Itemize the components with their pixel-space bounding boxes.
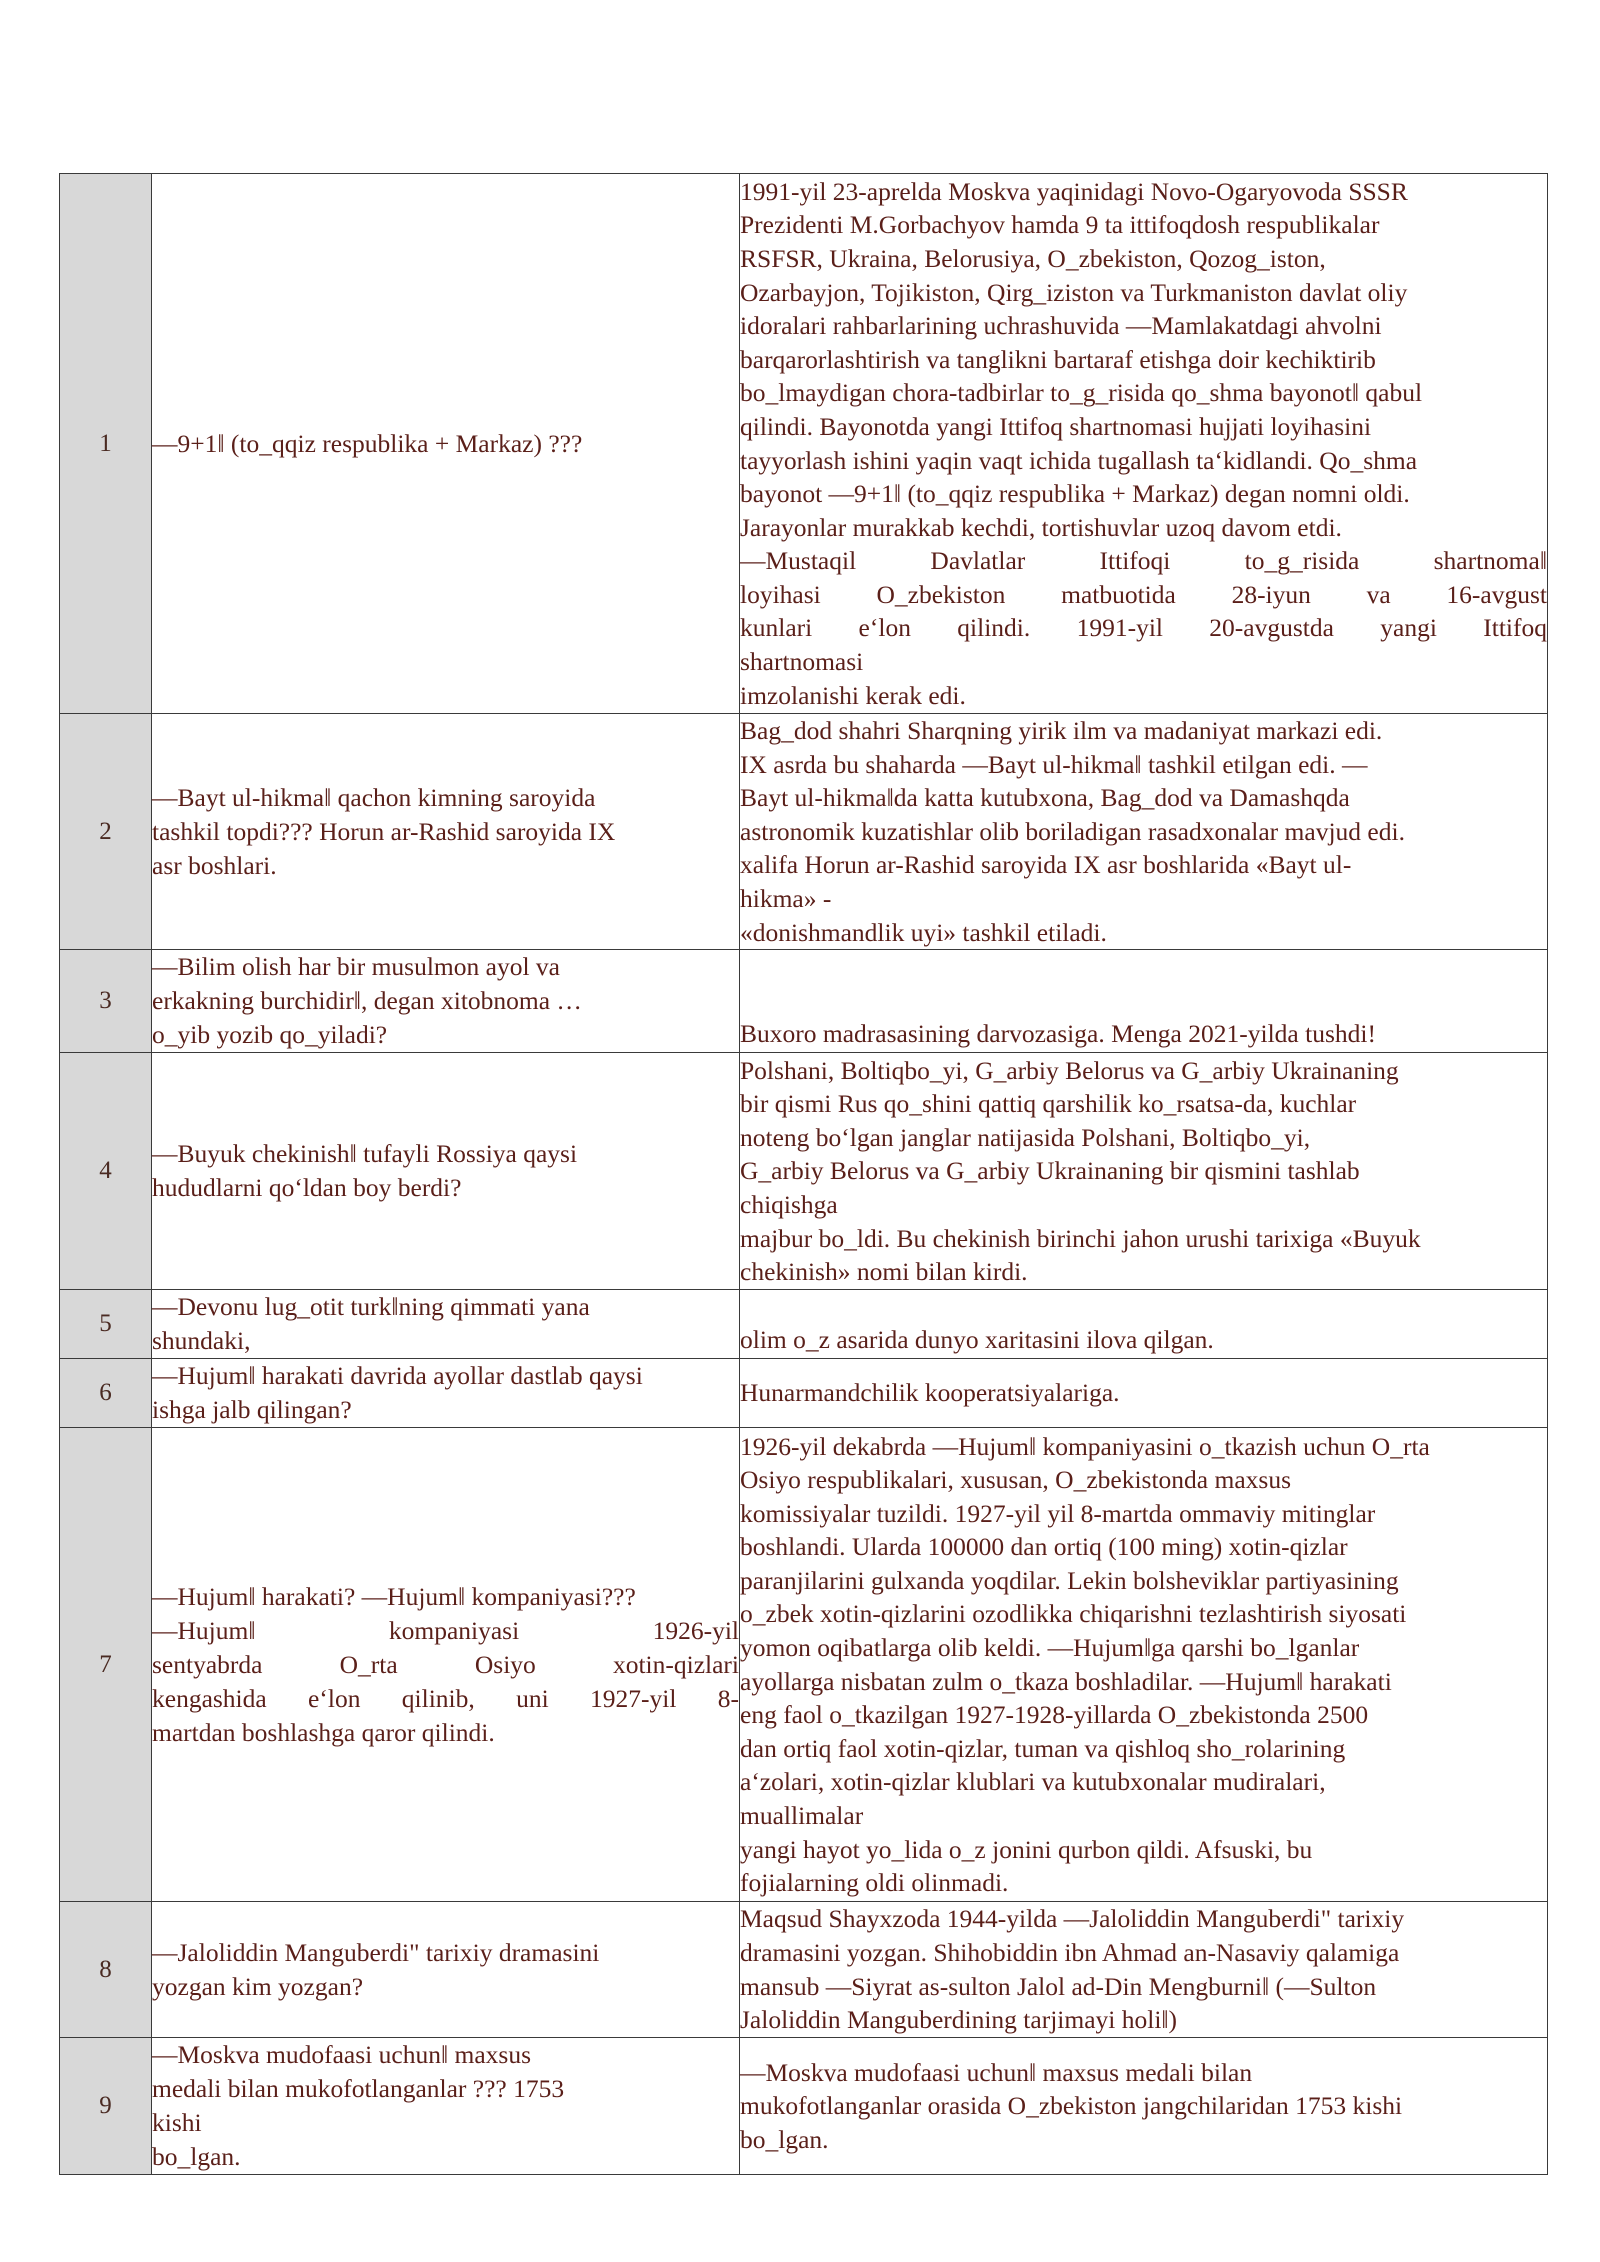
answer-line: Buxoro madrasasining darvozasiga. Menga 2021-yilda tushdi! — [740, 1018, 1376, 1048]
table-row — [60, 174, 1548, 714]
answer-line: Osiyo respublikalari, xususan, O_zbekistonda maxsus — [740, 1465, 1292, 1495]
question-line: hududlarni qo‘ldan boy berdi? — [152, 1173, 462, 1203]
answer-line: bo_lgan. — [740, 2124, 829, 2154]
answer-line: noteng bo‘lgan janglar natijasida Polshani, Boltiqbo_yi, — [740, 1122, 1311, 1152]
question-cell — [152, 1053, 740, 1290]
question-cell — [152, 1290, 740, 1359]
question-cell — [152, 950, 740, 1053]
question-line: ―Jaloliddin Manguberdi" tarixiy dramasini — [152, 1937, 600, 1967]
answer-line: paranjilarini gulxanda yoqdilar. Lekin bolsheviklar partiyasining — [740, 1565, 1399, 1595]
question-line: sentyabrda O_rta Osiyo xotin-qizlari — [152, 1649, 739, 1679]
question-line: kishi — [152, 2108, 202, 2138]
answer-line: Prezidenti M.Gorbachyov hamda 9 ta ittifoqdosh respublikalar — [740, 210, 1380, 240]
answer-line: eng faol o_tkazilgan 1927-1928-yillarda O_zbekistonda 2500 — [740, 1700, 1369, 1730]
answer-line: ―Moskva mudofaasi uchun‖ maxsus medali bilan — [740, 2057, 1253, 2087]
question-line: asr boshlari. — [152, 850, 277, 880]
answer-cell — [740, 950, 1548, 1053]
table-row — [60, 1359, 1548, 1428]
qa-table — [59, 173, 1548, 2175]
question-line: medali bilan mukofotlanganlar ??? 1753 — [152, 2074, 565, 2104]
answer-line: Bayt ul-hikma‖da katta kutubxona, Bag_dod va Damashqda — [740, 783, 1350, 813]
answer-line: chekinish» nomi bilan kirdi. — [740, 1257, 1028, 1287]
question-line: tashkil topdi??? Horun ar-Rashid saroyida IX — [152, 816, 616, 846]
question-line: bo_lgan. — [152, 2142, 241, 2172]
answer-line: Polshani, Boltiqbo_yi, G_arbiy Belorus va G_arbiy Ukrainaning — [740, 1055, 1399, 1085]
answer-line: majbur bo_ldi. Bu chekinish birinchi jahon urushi tarixiga «Buyuk — [740, 1223, 1421, 1253]
answer-line: loyihasi O_zbekiston matbuotida 28-iyun va 16-avgust — [740, 579, 1547, 609]
qa-table-body — [60, 174, 1548, 2175]
question-cell — [152, 1902, 740, 2038]
answer-line: fojialarning oldi olinmadi. — [740, 1868, 1009, 1898]
question-line: ―Bilim olish har bir musulmon ayol va — [152, 952, 560, 982]
answer-line: qilindi. Bayonotda yangi Ittifoq shartnomasi hujjati loyihasini — [740, 411, 1372, 441]
question-line: ―Hujum‖ kompaniyasi 1926-yil — [152, 1615, 739, 1645]
question-line: martdan boshlashga qaror qilindi. — [152, 1717, 495, 1747]
question-cell — [152, 2038, 740, 2175]
answer-line: Ozarbayjon, Tojikiston, Qirg_iziston va Turkmaniston davlat oliy — [740, 277, 1408, 307]
row-number: 2 — [60, 714, 152, 950]
answer-line: bayonot ―9+1‖ (to_qqiz respublika + Markaz) degan nomni oldi. — [740, 479, 1410, 509]
answer-line: olim o_z asarida dunyo xaritasini ilova qilgan. — [740, 1324, 1214, 1354]
answer-line: hikma» - — [740, 883, 832, 913]
question-line: ―Hujum‖ harakati? ―Hujum‖ kompaniyasi??? — [152, 1581, 636, 1611]
question-cell — [152, 714, 740, 950]
answer-line: RSFSR, Ukraina, Belorusiya, O_zbekiston, Qozog_iston, — [740, 243, 1326, 273]
answer-line: boshlandi. Ularda 100000 dan ortiq (100 ming) xotin-qizlar — [740, 1532, 1348, 1562]
answer-line: Jarayonlar murakkab kechdi, tortishuvlar uzoq davom etdi. — [740, 512, 1342, 542]
question-line: o_yib yozib qo_yiladi? — [152, 1020, 388, 1050]
answer-line: mukofotlanganlar orasida O_zbekiston jangchilaridan 1753 kishi — [740, 2091, 1403, 2121]
answer-line: muallimalar — [740, 1801, 864, 1831]
question-line: ishga jalb qilingan? — [152, 1395, 352, 1425]
answer-line: a‘zolari, xotin-qizlar klublari va kutubxonalar mudiralari, — [740, 1767, 1326, 1797]
answer-line: Maqsud Shayxzoda 1944-yilda ―Jaloliddin Manguberdi" tarixiy — [740, 1904, 1405, 1934]
table-row — [60, 1902, 1548, 2038]
answer-line: «donishmandlik uyi» tashkil etiladi. — [740, 917, 1107, 947]
question-cell — [152, 1428, 740, 1902]
answer-line: barqarorlashtirish va tanglikni bartaraf etishga doir kechiktirib — [740, 344, 1376, 374]
question-line: ―Bayt ul-hikma‖ qachon kimning saroyida — [152, 782, 596, 812]
answer-line: astronomik kuzatishlar olib boriladigan rasadxonalar mavjud edi. — [740, 816, 1405, 846]
question-line: shundaki, — [152, 1326, 251, 1356]
answer-cell — [740, 174, 1548, 714]
answer-line: o_zbek xotin-qizlarini ozodlikka chiqarishni tezlashtirish siyosati — [740, 1599, 1407, 1629]
table-row — [60, 1290, 1548, 1359]
answer-line: ayollarga nisbatan zulm o_tkaza boshladilar. ―Hujum‖ harakati — [740, 1666, 1392, 1696]
question-line: ―Hujum‖ harakati davrida ayollar dastlab qaysi — [152, 1361, 643, 1391]
answer-line: tayyorlash ishini yaqin vaqt ichida tugallash ta‘kidlandi. Qo_shma — [740, 445, 1418, 475]
answer-cell — [740, 714, 1548, 950]
row-number: 9 — [60, 2038, 152, 2175]
answer-line: 1991-yil 23-aprelda Moskva yaqinidagi Novo-Ogaryovoda SSSR — [740, 176, 1408, 206]
row-number: 1 — [60, 174, 152, 714]
answer-line: mansub ―Siyrat as-sulton Jalol ad-Din Mengburni‖ (―Sulton — [740, 1971, 1377, 2001]
answer-line: bo_lmaydigan chora-tadbirlar to_g_risida qo_shma bayonot‖ qabul — [740, 378, 1423, 408]
answer-line: Jaloliddin Manguberdining tarjimayi holi‖) — [740, 2005, 1178, 2035]
question-cell — [152, 1359, 740, 1428]
answer-line: IX asrda bu shaharda ―Bayt ul-hikma‖ tashkil etilgan edi. ― — [740, 749, 1368, 779]
answer-line: chiqishga — [740, 1189, 838, 1219]
answer-line: xalifa Horun ar-Rashid saroyida IX asr boshlarida «Bayt ul- — [740, 850, 1352, 880]
answer-cell — [740, 2038, 1548, 2175]
question-line: ―Moskva mudofaasi uchun‖ maxsus — [152, 2040, 531, 2070]
table-row — [60, 950, 1548, 1053]
question-line: ―Buyuk chekinish‖ tufayli Rossiya qaysi — [152, 1139, 578, 1169]
question-line: ―9+1‖ (to_qqiz respublika + Markaz) ??? — [152, 428, 583, 458]
answer-line: kunlari e‘lon qilindi. 1991-yil 20-avgustda yangi Ittifoq — [740, 613, 1547, 643]
answer-line: ―Mustaqil Davlatlar Ittifoqi to_g_risida shartnoma‖ — [740, 546, 1547, 576]
table-row — [60, 1053, 1548, 1290]
row-number: 5 — [60, 1290, 152, 1359]
answer-cell — [740, 1359, 1548, 1428]
answer-line: dramasini yozgan. Shihobiddin ibn Ahmad an-Nasaviy qalamiga — [740, 1938, 1400, 1968]
answer-cell — [740, 1290, 1548, 1359]
answer-cell — [740, 1053, 1548, 1290]
answer-line: shartnomasi — [740, 647, 864, 677]
answer-line: imzolanishi kerak edi. — [740, 680, 966, 710]
answer-line: G_arbiy Belorus va G_arbiy Ukrainaning bir qismini tashlab — [740, 1156, 1360, 1186]
answer-line: yomon oqibatlarga olib keldi. ―Hujum‖ga qarshi bo_lganlar — [740, 1633, 1360, 1663]
answer-cell — [740, 1428, 1548, 1902]
question-line: erkakning burchidir‖, degan xitobnoma … — [152, 986, 582, 1016]
question-cell — [152, 174, 740, 714]
question-line: yozgan kim yozgan? — [152, 1971, 364, 2001]
answer-line: Hunarmandchilik kooperatsiyalariga. — [740, 1378, 1120, 1408]
answer-line: Bag_dod shahri Sharqning yirik ilm va madaniyat markazi edi. — [740, 716, 1383, 745]
table-row — [60, 2038, 1548, 2175]
row-number: 7 — [60, 1428, 152, 1902]
answer-line: dan ortiq faol xotin-qizlar, tuman va qishloq sho_rolarining — [740, 1733, 1346, 1763]
table-row — [60, 1428, 1548, 1902]
answer-line: bir qismi Rus qo_shini qattiq qarshilik ko_rsatsa-da, kuchlar — [740, 1089, 1357, 1119]
table-row — [60, 714, 1548, 950]
answer-line: yangi hayot yo_lida o_z jonini qurbon qildi. Afsuski, bu — [740, 1834, 1313, 1864]
answer-line: idoralari rahbarlarining uchrashuvida ―Mamlakatdagi ahvolni — [740, 311, 1382, 341]
question-line: ―Devonu lug_otit turk‖ning qimmati yana — [152, 1292, 590, 1322]
row-number: 6 — [60, 1359, 152, 1428]
row-number: 8 — [60, 1902, 152, 2038]
answer-line: 1926-yil dekabrda ―Hujum‖ kompaniyasini o_tkazish uchun O_rta — [740, 1431, 1430, 1461]
row-number: 3 — [60, 950, 152, 1053]
question-line: kengashida e‘lon qilinib, uni 1927-yil 8- — [152, 1683, 739, 1713]
answer-cell — [740, 1902, 1548, 2038]
answer-line: komissiyalar tuzildi. 1927-yil yil 8-martda ommaviy mitinglar — [740, 1498, 1376, 1528]
row-number: 4 — [60, 1053, 152, 1290]
